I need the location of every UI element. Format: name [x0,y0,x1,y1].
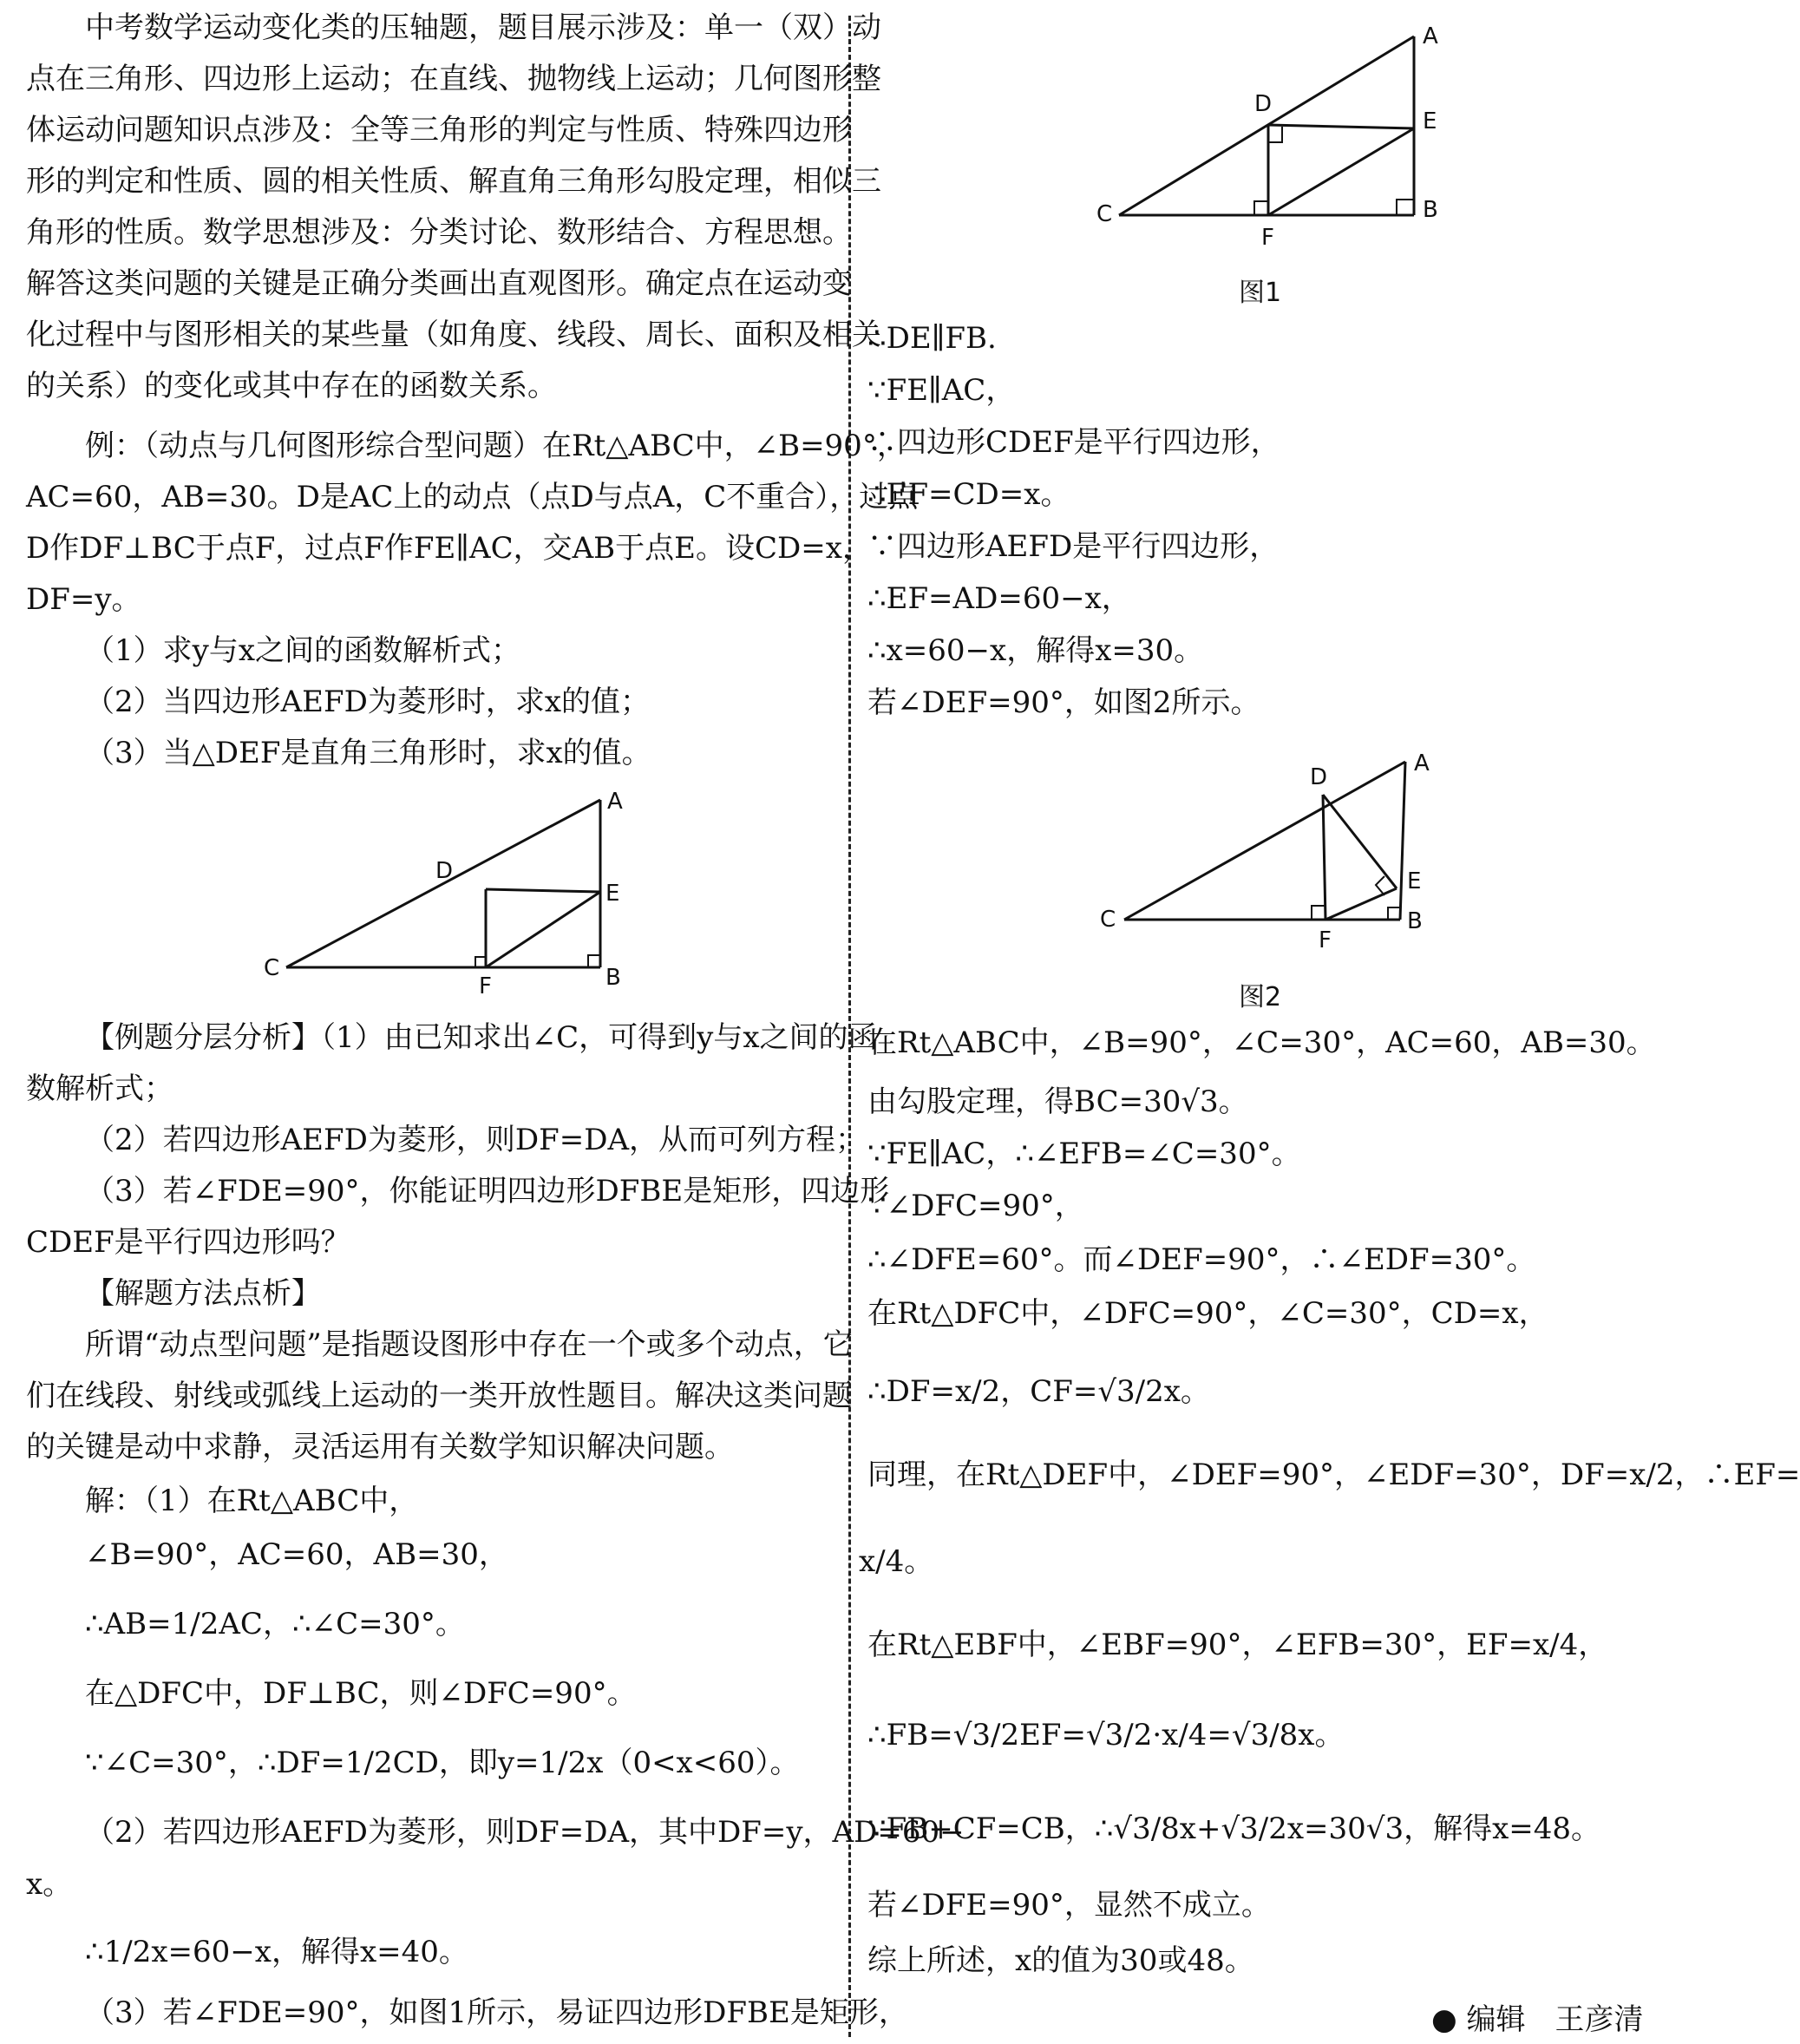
conclusion: 综上所述，x的值为30或48。 [867,1943,1254,1978]
text-line: 在Rt△EBF中，∠EBF=90°，∠EFB=30°，EF=x/4， [867,1628,1608,1662]
text-line: 化过程中与图形相关的某些量（如角度、线段、周长、面积及相关 [26,318,881,352]
text-line: ∴AB=1/2AC，∴∠C=30°。 [85,1607,465,1641]
question-3: （3）当△DEF是直角三角形时，求x的值。 [85,736,651,770]
text-line: DF=y。 [26,582,141,617]
text-line: D作DF⊥BC于点F，过点F作FE∥AC，交AB于点E。设CD=x， [26,531,872,566]
text-line: 在Rt△DFC中，∠DFC=90°，∠C=30°，CD=x， [867,1296,1548,1331]
fig1-label-D: D [1254,91,1273,117]
text-line: ∵FB+CF=CB，∴√3/8x+√3/2x=30√3，解得x=48。 [867,1811,1601,1846]
fig1-label-B: B [1423,197,1438,223]
label-F: F [479,973,492,999]
text-line: 点在三角形、四边形上运动；在直线、抛物线上运动；几何图形整 [26,62,881,96]
text-line: ∵∠DFC=90°， [867,1189,1084,1223]
text-line: x。 [26,1867,73,1902]
text-line: 若∠DFE=90°，显然不成立。 [867,1888,1271,1923]
text-line: ∵FE∥AC， [867,373,1016,408]
text-line: ∴EF=AD=60−x， [867,581,1131,616]
text-line: ∴DE∥FB. [867,321,997,356]
label-B: B [605,965,621,991]
analysis-heading: 【例题分层分析】（1）由已知求出∠C，可得到y与x之间的函 [85,1020,878,1055]
text-line: CDEF是平行四边形吗？ [26,1225,350,1260]
text-line: AC=60，AB=30。D是AC上的动点（点D与点A，C不重合），过点 [26,480,919,514]
text-line: ∴x=60−x，解得x=30。 [867,633,1204,668]
fig1-label-F: F [1261,225,1274,251]
example-problem: 例：（动点与几何图形综合型问题）在Rt△ABC中，∠B=90°， [85,429,907,463]
text-line: ∴1/2x=60−x，解得x=40。 [85,1935,468,1969]
text-line: ∴EF=CD=x。 [867,477,1070,512]
fig2-label-F: F [1319,927,1332,953]
fig2-label-E: E [1407,868,1422,894]
label-E: E [605,881,620,907]
fig2-label-D: D [1310,764,1328,790]
text-line: 角形的性质。数学思想涉及：分类讨论、数形结合、方程思想。 [26,215,852,250]
fig2-label-C: C [1100,907,1116,933]
text-line: ∵FE∥AC，∴∠EFB=∠C=30°。 [867,1137,1301,1171]
text-line: （3）若∠FDE=90°，如图1所示，易证四边形DFBE是矩形， [85,1995,908,2030]
fig1-label-E: E [1423,108,1437,134]
text-line: 在△DFC中，DF⊥BC，则∠DFC=90°。 [85,1676,637,1711]
method-heading: 【解题方法点析】 [85,1276,321,1311]
text-line: x/4。 [859,1544,934,1579]
text-line: ∴DF=x/2，CF=√3/2x。 [867,1374,1210,1409]
main-triangle-figure [252,789,651,998]
text-line: 所谓“动点型问题”是指题设图形中存在一个或多个动点，它 [85,1327,853,1362]
text-line: （3）若∠FDE=90°，你能证明四边形DFBE是矩形，四边形 [85,1174,890,1209]
fig2-label-B: B [1407,908,1423,934]
text-line: ∠B=90°，AC=60，AB=30， [85,1537,508,1572]
figure-1 [1084,17,1466,252]
text-line: 的关系）的变化或其中存在的函数关系。 [26,369,557,403]
text-line: 中考数学运动变化类的压轴题，题目展示涉及：单一（双）动 [85,10,881,45]
text-line: 体运动问题知识点涉及：全等三角形的判定与性质、特殊四边形 [26,113,852,147]
label-D: D [435,858,454,884]
solution-start: 解：（1）在Rt△ABC中， [85,1484,419,1518]
text-line: 的关键是动中求静，灵活运用有关数学知识解决问题。 [26,1430,734,1464]
question-1: （1）求y与x之间的函数解析式； [85,633,521,668]
text-line: 在Rt△ABC中，∠B=90°，∠C=30°，AC=60，AB=30。 [867,1025,1656,1060]
text-line: 同理，在Rt△DEF中，∠DEF=90°，∠EDF=30°，DF=x/2，∴EF= [867,1458,1800,1492]
editor-credit: ● 编辑 王彦清 [1431,2002,1644,2037]
figure-2 [1084,736,1466,953]
label-A: A [607,789,623,815]
text-line: （2）若四边形AEFD为菱形，则DF=DA，从而可列方程； [85,1123,866,1157]
figure-2-caption: 图2 [1239,982,1282,1012]
text-line: 解答这类问题的关键是正确分类画出直观图形。确定点在运动变 [26,266,852,301]
text-line: （2）若四边形AEFD为菱形，则DF=DA，其中DF=y，AD=60− [85,1815,965,1850]
text-line: ∴FB=√3/2EF=√3/2·x/4=√3/8x。 [867,1718,1345,1752]
text-line: ∴四边形CDEF是平行四边形， [867,425,1280,460]
question-2: （2）当四边形AEFD为菱形时，求x的值； [85,685,651,719]
text-line: ∵∠C=30°，∴DF=1/2CD，即y=1/2x（0<x<60）。 [85,1746,800,1780]
figure-1-caption: 图1 [1239,278,1282,308]
fig1-label-C: C [1096,201,1113,227]
text-line: 由勾股定理，得BC=30√3。 [867,1084,1248,1119]
label-C: C [264,955,280,981]
fig1-label-A: A [1423,23,1438,49]
text-line: 数解析式； [26,1071,173,1106]
fig2-label-A: A [1414,750,1430,776]
text-line: 们在线段、射线或弧线上运动的一类开放性题目。解决这类问题 [26,1379,852,1413]
text-line: 若∠DEF=90°，如图2所示。 [867,685,1260,720]
text-line: 形的判定和性质、圆的相关性质、解直角三角形勾股定理，相似三 [26,164,881,199]
text-line: ∴∠DFE=60°。而∠DEF=90°，∴∠EDF=30°。 [867,1242,1536,1277]
text-line: ∵四边形AEFD是平行四边形， [867,529,1280,564]
